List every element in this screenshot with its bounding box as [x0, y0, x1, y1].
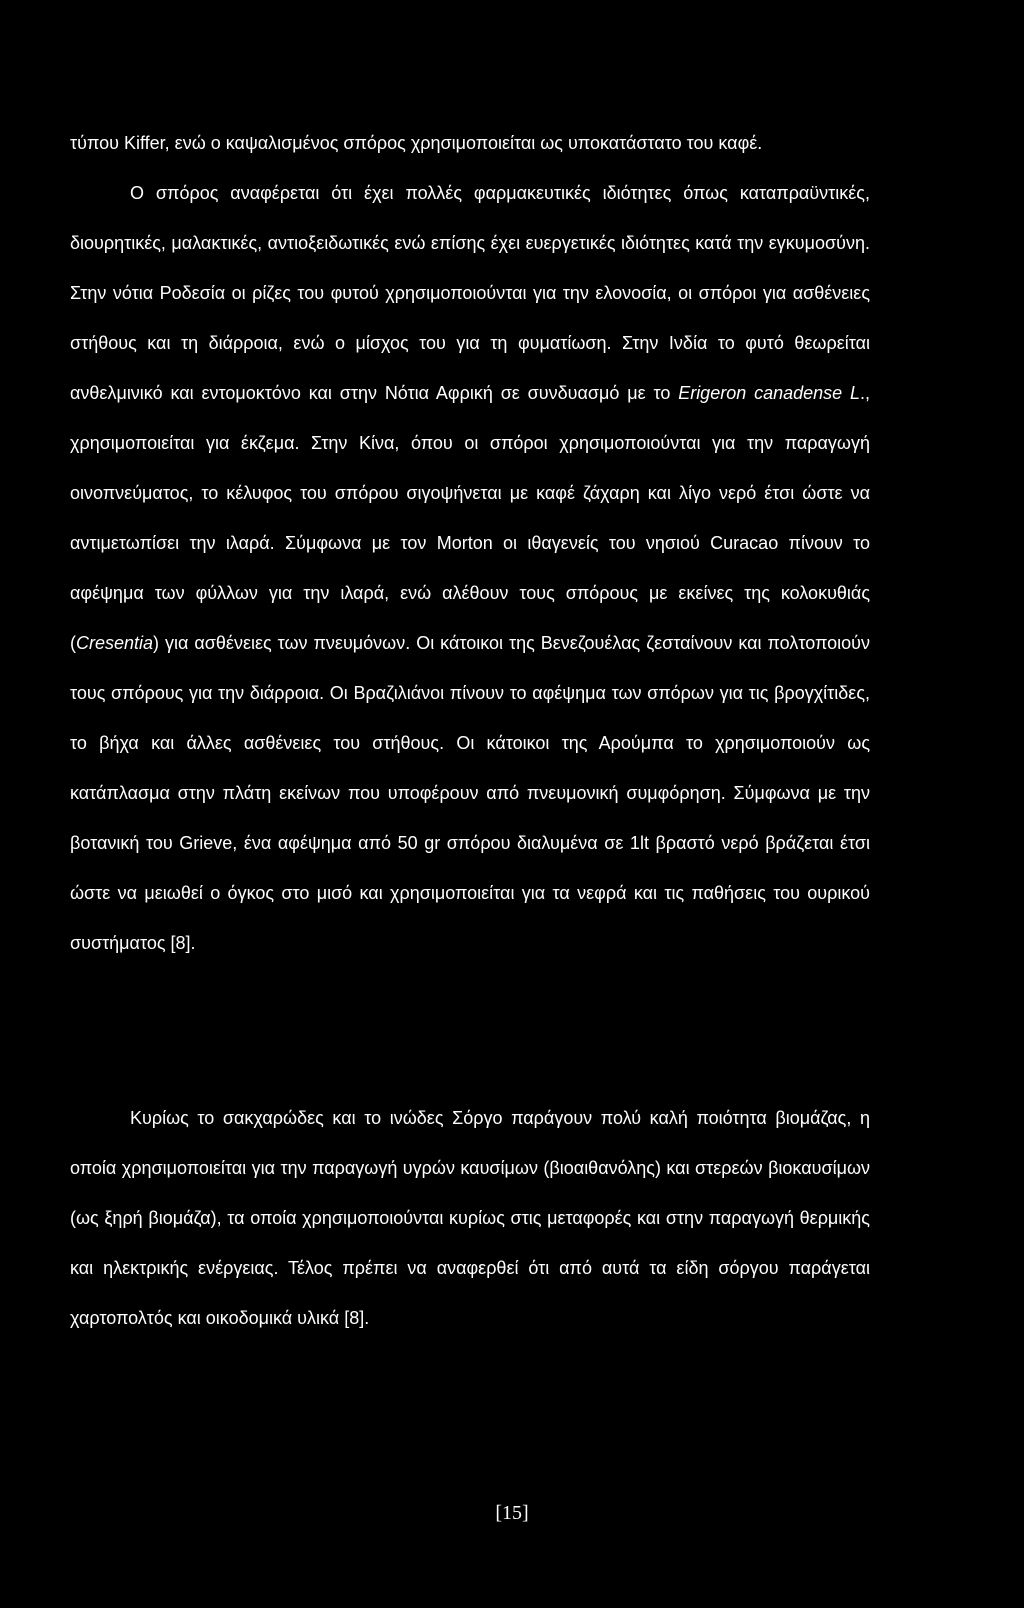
paragraph-medicinal-uses: [70, 168, 870, 968]
body-paragraph-2: [70, 1093, 870, 1343]
sentence-text: ., χρησιμοποιείται για έκζεμα. Στην Κίνα, όπου οι σπόροι χρησιμοποιούνται για την παραγωγή οινοπνεύματος, το κέλυφος του σπόρου σιγοψήνεται με καφέ ζάχαρη και λίγο νερό έτσι ώστε να αντιμετωπίσει την ιλαρά. Σύμφωνα με τον Morton οι ιθαγενείς του νησιού Curacao πίνουν το αφέψημα των φύλλων για την ιλαρά, ενώ αλέθουν τους σπόρους με εκείνες της κολοκυθιάς (: [70, 383, 871, 653]
paragraph-biomass: Κυρίως το σακχαρώδες και το ινώδες Σόργο παράγουν πολύ καλή ποιότητα βιομάζας, η οποία χρησιμοποιείται για την παραγωγή υγρών καυσίμων (βιοαιθανόλης) και στερεών βιοκαυσίμων (ως ξηρή βιομάζα), τα οποία χρησιμοποιούνται κυρίως στις μεταφορές και στην παραγωγή θερμικής και ηλεκτρικής ενέργειας. Τέλος πρέπει να αναφερθεί ότι από αυτά τα είδη σόργου παράγεται χαρτοπολτός και οικοδομικά υλικά [8].: [70, 1108, 870, 1328]
body-paragraph-1: [70, 118, 870, 968]
paragraph-continuation: [70, 118, 870, 168]
sentence-text: Ο σπόρος αναφέρεται ότι έχει πολλές φαρμακευτικές ιδιότητες όπως καταπραϋντικές, διουρητικές, μαλακτικές, αντιοξειδωτικές ενώ επίσης έχει ευεργετικές ιδιότητες κατά την εγκυμοσύνη. Στην νότια Ροδεσία οι ρίζες του φυτού χρησιμοποιούνται για την ελονοσία, οι σπόροι για ασθένειες στήθους και τη διάρροια, ενώ ο μίσχος του για τη φυματίωση. Στην Ινδία το φυτό θεωρείται ανθελμινικό και εντομοκτόνο και στην Νότια Αφρική σε συνδυασμό με το: [70, 183, 870, 403]
sentence-text: τύπου Kiffer, ενώ ο καψαλισμένος σπόρος χρησιμοποιείται ως υποκατάστατο του καφέ.: [70, 133, 763, 153]
species-name-erigeron: Erigeron canadense L: [678, 383, 860, 403]
page-number: [15]: [495, 1502, 529, 1524]
sentence-text: ) για ασθένειες των πνευμόνων. Οι κάτοικοι της Βενεζουέλας ζεσταίνουν και πολτοποιούν τους σπόρους για την διάρροια. Οι Βραζιλιάνοι πίνουν το αφέψημα των σπόρων για τις βρογχίτιδες, το βήχα και άλλες ασθένειες του στήθους. Οι κάτοικοι της Αρούμπα το χρησιμοποιούν ως κατάπλασμα στην πλάτη εκείνων που υποφέρουν από πνευμονική συμφόρηση. Σύμφωνα με την βοτανική του Grieve, ένα αφέψημα από 50 gr σπόρου διαλυμένα σε 1lt βραστό νερό βράζεται έτσι ώστε να μειωθεί ο όγκος στο μισό και χρησιμοποιείται για τα νεφρά και τις παθήσεις του ουρικού συστήματος [8].: [70, 633, 870, 953]
genus-name-cresentia: Cresentia: [76, 633, 154, 653]
